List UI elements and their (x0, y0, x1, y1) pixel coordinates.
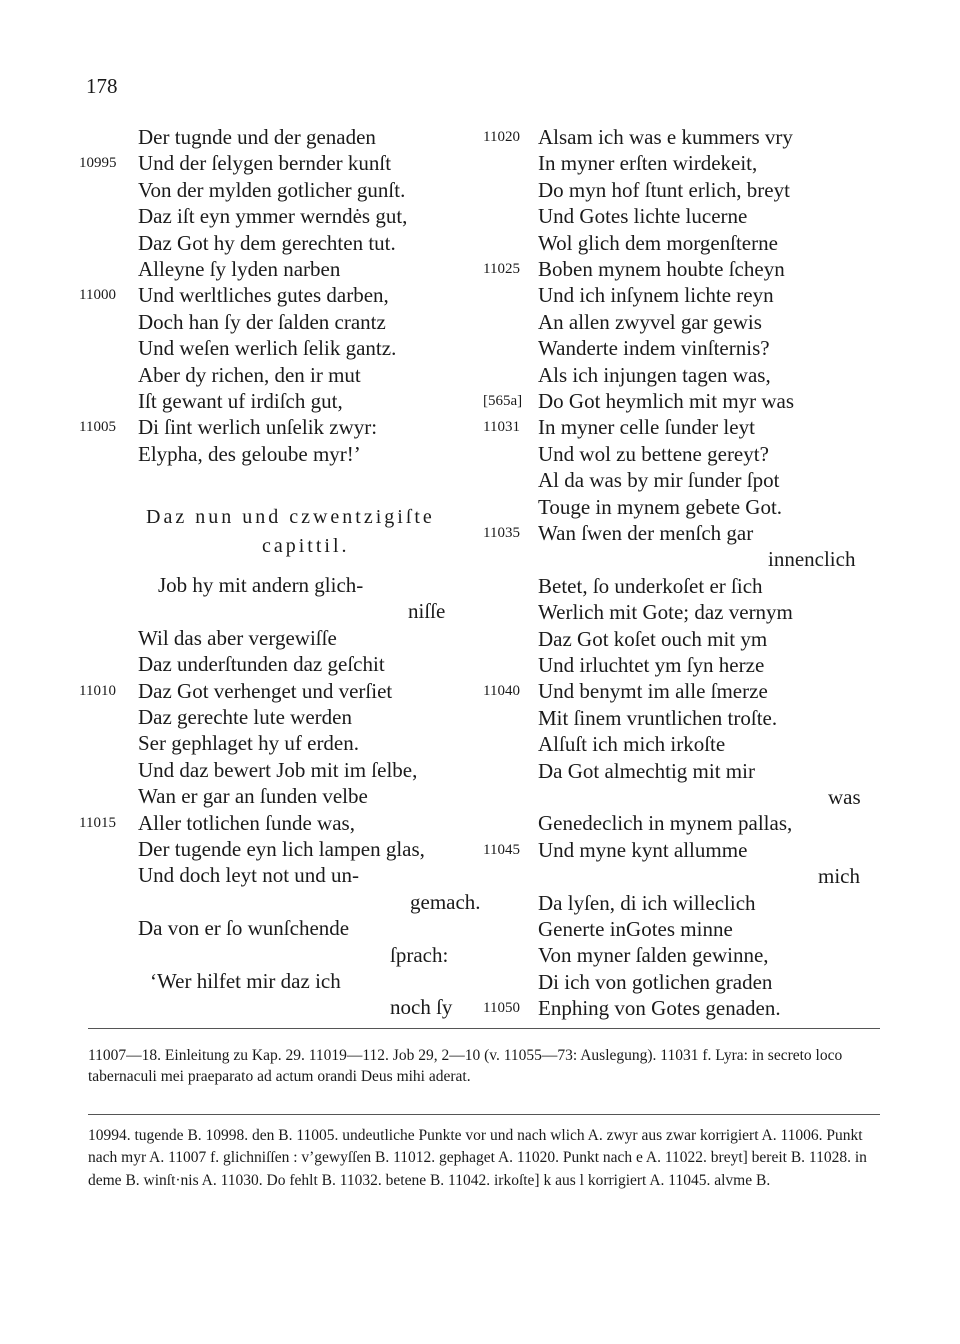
line-number: 10995 (79, 155, 117, 172)
verse-line (138, 862, 359, 888)
verse-text: Do Got heymlich mit myr was (538, 389, 795, 413)
verse-text: Daz Got hy dem gerechten tut. (138, 230, 396, 255)
verse-line (538, 705, 777, 731)
verse-text: ‘Wer hilfet mir daz ich (150, 969, 341, 993)
line-number: 11020 (483, 129, 520, 145)
verse-line (483, 995, 781, 1021)
line-number: 11035 (483, 525, 520, 541)
verse-text: Und der ſelygen bernder kunſt (138, 151, 392, 176)
verse-text: Und daz bewert Job mit im ſelbe, (138, 757, 418, 782)
line-number: 11000 (79, 287, 116, 304)
verse-line (538, 890, 756, 916)
verse-text: Touge in mynem gebete Got. (538, 494, 783, 519)
verse-line (138, 203, 407, 229)
verse-text: Und ich inſynem lichte reyn (538, 283, 774, 308)
verse-text: Daz Got koſet ouch mit ym (538, 626, 768, 651)
apparatus-divider (88, 1114, 880, 1115)
verse-text: Als ich injungen tagen was, (538, 362, 771, 387)
verse-text: Und wol zu bettene gereyt? (538, 441, 769, 466)
verse-text: Und benymt im alle ſmerze (538, 679, 768, 704)
verse-text: Und myne kynt allumme (538, 837, 748, 862)
verse-text: Iſt gewant uf irdiſch gut, (138, 389, 343, 413)
verse-text: innenclich (768, 547, 856, 572)
verse-line (538, 362, 771, 388)
verse-line (79, 810, 355, 836)
verse-line (538, 177, 790, 203)
verse-text: Und Gotes lichte lucerne (538, 204, 748, 229)
verse-line (138, 836, 425, 862)
verse-text: Aller totlichen ſunde was, (138, 810, 355, 835)
verse-line (483, 256, 785, 282)
verse-line (483, 414, 755, 440)
verse-text: Di ich von gotlichen graden (538, 969, 773, 994)
verse-text: Wil das aber vergewiſſe (138, 625, 337, 650)
verse-line (538, 282, 774, 308)
verse-text: Von myner ſalden gewinne, (538, 943, 769, 968)
verse-text: Und weſen werlich ſelik gantz. (138, 336, 397, 361)
verse-line (818, 863, 860, 889)
verse-line (538, 652, 764, 678)
verse-text: Daz iſt eyn ymmer werndės gut, (138, 204, 408, 229)
verse-text: Der tugende eyn lich lampen glas, (138, 837, 425, 861)
verse-text: Daz gerechte lute werden (138, 705, 352, 729)
line-number: [565a] (483, 393, 523, 409)
verse-text: Al da was by mir ſunder ſpot (538, 468, 780, 493)
verse-text: Der tugnde und der genaden (138, 125, 376, 149)
line-number: 11010 (79, 682, 116, 699)
verse-line (138, 625, 337, 651)
verse-line (538, 203, 747, 229)
verse-line (138, 441, 361, 467)
verse-text: Ser gephlaget hy uf erden. (138, 731, 360, 756)
verse-text: Aber dy richen, den ir mut (138, 362, 361, 387)
verse-line (138, 230, 396, 256)
verse-line (138, 730, 359, 756)
verse-line (138, 256, 340, 282)
verse-text: Da Got almechtig mit mir (538, 758, 755, 783)
verse-line (79, 414, 378, 440)
verse-line (138, 704, 352, 730)
verse-line (138, 651, 385, 677)
verse-text: Wan er gar an ſunden velbe (138, 784, 368, 809)
verse-text: Generte inGotes minne (538, 917, 733, 941)
verse-text: In myner erſten wirdekeit, (538, 151, 758, 176)
verse-text: Und irluchtet ym ſyn herze (538, 653, 765, 677)
line-number: 11031 (483, 419, 520, 436)
verse-text: Von der mylden gotlicher gunſt. (138, 177, 406, 202)
footnote-divider (88, 1028, 880, 1029)
verse-line (538, 467, 779, 493)
verse-text: Und werltliches gutes darben, (138, 283, 389, 308)
chapter-heading-line2: capittil. (262, 535, 350, 557)
verse-line (768, 546, 855, 572)
verse-text: Daz Got verhenget und verſiet (138, 678, 393, 703)
line-number: 11040 (483, 683, 520, 700)
verse-text: niſſe (408, 599, 446, 624)
verse-line (138, 757, 417, 783)
verse-text: Wan ſwen der menſch gar (538, 521, 754, 545)
verse-line (483, 837, 748, 863)
commentary-notes (88, 1045, 880, 1087)
verse-line (158, 572, 363, 598)
verse-text: mich (818, 864, 860, 889)
verse-text: Elypha, des geloube myr!’ (138, 441, 361, 466)
verse-text: Da lyſen, di ich willeclich (538, 890, 756, 915)
verse-line (138, 335, 396, 361)
verse-text: An allen zwyvel gar gewis (538, 309, 762, 334)
verse-line (538, 230, 778, 256)
commentary-note: 11007—18. Einleitung zu Kap. 29. 11019—112. Job 29, 2—10 (v. 11055—73: Auslegung). 11031 f. Lyra: in secreto loco tabernaculi mei praeparato ad actum orandi Deus mihi aderat. (88, 1047, 843, 1085)
verse-line (538, 494, 782, 520)
verse-text: Alsam ich was e kummers vry (538, 125, 793, 149)
verse-text: Werlich mit Gote; daz vernym (538, 600, 793, 625)
verse-line (538, 810, 792, 836)
verse-line (538, 942, 769, 968)
verse-line (150, 968, 341, 994)
verse-line (79, 678, 393, 704)
verse-line (483, 678, 768, 704)
verse-line (538, 441, 769, 467)
verse-text: Daz underſtunden daz geſchit (138, 652, 385, 677)
verse-text: Wol glich dem morgenſterne (538, 230, 778, 255)
verse-line (483, 388, 795, 414)
verse-line (138, 388, 343, 414)
verse-line (79, 150, 392, 176)
verse-line (538, 573, 763, 599)
verse-text: Betet, ſo underkoſet er ſich (538, 573, 763, 598)
verse-line (538, 731, 725, 757)
page-number: 178 (86, 74, 118, 98)
line-number: 11045 (483, 841, 520, 858)
line-number: 11005 (79, 419, 116, 436)
verse-text: Genedeclich in mynem pallas, (538, 811, 793, 836)
verse-line (538, 758, 755, 784)
verse-line (138, 124, 376, 150)
verse-line (538, 309, 762, 335)
verse-line (79, 282, 389, 308)
verse-text: Di ſint werlich unſelik zwyr: (138, 415, 378, 440)
verse-text: Wanderte indem vinſternis? (538, 336, 770, 361)
verse-line (138, 309, 386, 335)
verse-line (538, 626, 767, 652)
verse-line (138, 362, 361, 388)
verse-line (538, 335, 770, 361)
verse-line (828, 784, 861, 810)
verse-text: noch ſy (390, 995, 453, 1020)
verse-text: Und doch leyt not und un- (138, 863, 360, 888)
verse-text: Mit ſinem vruntlichen troſte. (538, 705, 778, 730)
verse-line (538, 150, 757, 176)
verse-text: Job hy mit andern glich- (158, 573, 364, 597)
verse-text: Alſuſt ich mich irkoſte (538, 732, 726, 757)
verse-line (538, 599, 793, 625)
verse-line (390, 942, 448, 968)
verse-line (138, 783, 368, 809)
apparatus-note: 10994. tugende B. 10998. den B. 11005. undeutliche Punkte vor und nach wlich A. zwyr aus zwar korrigiert A. 11006. Punkt nach myr A. 11007 f. glichniſſen : v’gewyſſen B. 11012. gephaget A. 11020. Punkt nach e A. 11022. breyt] bereit B. 11028. in deme B. winſt·nis A. 11030. Do fehlt B. 11032. betene B. 11042. irkoſte] k aus l korrigiert A. 11045. alvme B. (88, 1127, 867, 1189)
chapter-heading-line1: Daz nun und czwentzigiſte (146, 506, 435, 528)
verse-text: gemach. (410, 889, 481, 914)
verse-line (390, 994, 452, 1020)
line-number: 11015 (79, 814, 116, 831)
verse-text: Boben mynem houbte ſcheyn (538, 257, 785, 281)
verse-line (538, 916, 733, 942)
verse-line (138, 177, 405, 203)
verse-text: Da von er ſo wunſchende (138, 916, 350, 941)
line-number: 11050 (483, 1000, 520, 1017)
verse-line (138, 915, 349, 941)
verse-line (483, 520, 754, 546)
verse-text: Alleyne ſy lyden narben (138, 257, 341, 281)
verse-text: Do myn hof ſtunt erlich, breyt (538, 177, 790, 202)
apparatus-notes (88, 1125, 880, 1192)
verse-text: ſprach: (390, 942, 449, 967)
verse-line (408, 598, 445, 624)
verse-line (410, 889, 481, 915)
line-number: 11025 (483, 261, 520, 277)
verse-text: Enphing von Gotes genaden. (538, 996, 781, 1021)
verse-text: Doch han ſy der ſalden crantz (138, 309, 386, 334)
verse-text: In myner celle ſunder leyt (538, 415, 755, 440)
verse-text: was (828, 785, 861, 809)
verse-line (483, 124, 793, 150)
verse-line (538, 969, 772, 995)
